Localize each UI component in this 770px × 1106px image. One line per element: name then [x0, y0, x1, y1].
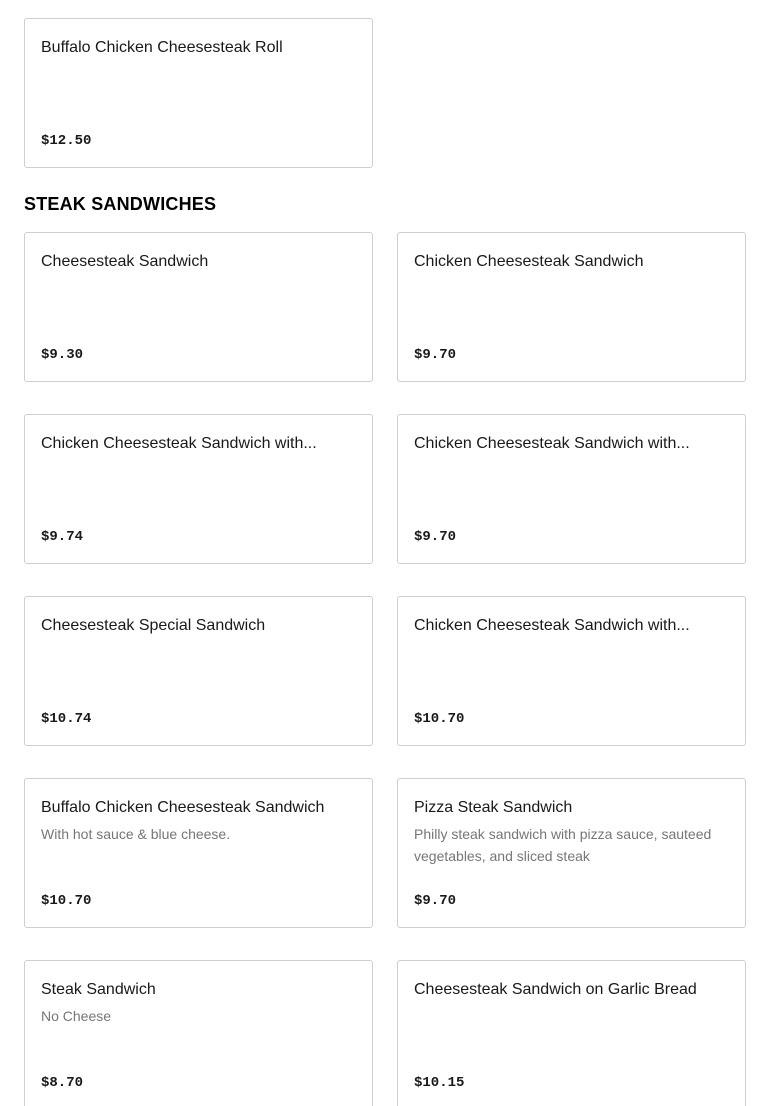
menu-item-description: Philly steak sandwich with pizza sauce, sauteed vegetables, and sliced steak: [414, 826, 712, 864]
menu-item-price: $8.70: [41, 1075, 84, 1091]
menu-item-card[interactable]: [24, 232, 373, 382]
menu-item-name: Pizza Steak Sandwich: [414, 799, 573, 816]
menu-item-price: $9.74: [41, 529, 84, 545]
menu-item-card[interactable]: [24, 18, 373, 168]
menu-item-price: $9.70: [414, 529, 457, 545]
menu-item-card[interactable]: [397, 414, 746, 564]
section-header-steak-sandwiches: STEAK SANDWICHES: [24, 194, 217, 214]
menu-item-name: Steak Sandwich: [41, 981, 156, 998]
menu-item-card[interactable]: [397, 596, 746, 746]
menu-item-card[interactable]: [24, 596, 373, 746]
menu-item-name: Buffalo Chicken Cheesesteak Sandwich: [41, 799, 325, 816]
menu-item-card[interactable]: [24, 414, 373, 564]
menu-item-card[interactable]: [24, 778, 373, 928]
menu-item-card[interactable]: [397, 960, 746, 1106]
menu-item-description: With hot sauce & blue cheese.: [41, 826, 231, 842]
menu-item-name: Chicken Cheesesteak Sandwich: [414, 253, 644, 270]
menu-item-price: $9.70: [414, 347, 457, 363]
menu-item-name: Chicken Cheesesteak Sandwich with...: [414, 435, 690, 452]
menu-item-name: Cheesesteak Sandwich: [41, 253, 209, 270]
menu-item-name: Cheesesteak Special Sandwich: [41, 617, 266, 634]
menu-item-name: Chicken Cheesesteak Sandwich with...: [414, 617, 690, 634]
menu-item-price: $9.70: [414, 893, 457, 909]
menu-item-price: $10.74: [41, 711, 92, 727]
menu-item-card[interactable]: [397, 232, 746, 382]
menu-item-description: No Cheese: [41, 1008, 112, 1024]
menu-item-card[interactable]: [397, 778, 746, 928]
menu-item-price: $12.50: [41, 133, 92, 149]
menu-item-price: $10.70: [414, 711, 465, 727]
menu-item-price: $10.15: [414, 1075, 465, 1091]
menu-item-name: Buffalo Chicken Cheesesteak Roll: [41, 39, 283, 56]
menu-item-card[interactable]: [24, 960, 373, 1106]
menu-item-name: Cheesesteak Sandwich on Garlic Bread: [414, 981, 697, 998]
menu-item-price: $10.70: [41, 893, 92, 909]
menu-item-price: $9.30: [41, 347, 84, 363]
menu-item-name: Chicken Cheesesteak Sandwich with...: [41, 435, 317, 452]
